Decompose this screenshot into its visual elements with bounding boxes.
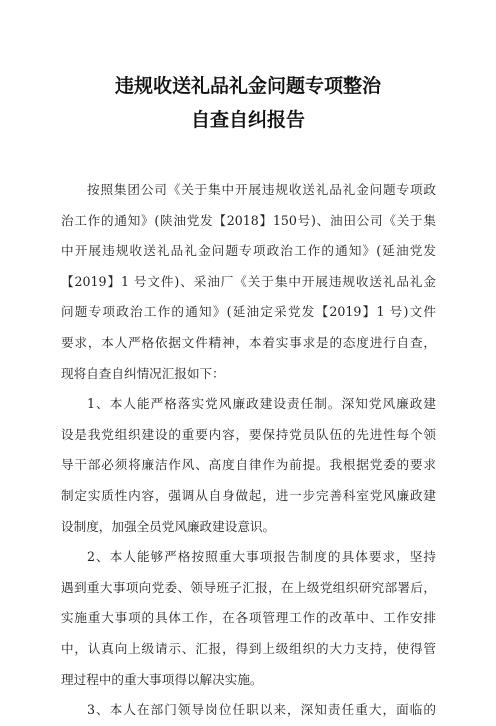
paragraph-line: 中，认真向上级请示、汇报，得到上级组织的大力支持，使得管 bbox=[61, 640, 436, 656]
paragraph-line: 【2019】1 号文件)、采油厂《关于集中开展违规收送礼品礼金 bbox=[61, 273, 436, 289]
paragraph-line: 实施重大事项的具体工作，在各项管理工作的改革中、工作安排 bbox=[61, 610, 436, 626]
document-title-line-1: 违规收送礼品礼金问题专项整治 bbox=[114, 75, 381, 97]
paragraph-line: 2、本人能够严格按照重大事项报告制度的具体要求，坚持 bbox=[87, 549, 436, 565]
paragraph-line: 设制度，加强全员党风廉政建设意识。 bbox=[61, 518, 276, 534]
paragraph-line: 治工作的通知》(陕油党发【2018】150号)、油田公司《关于集 bbox=[61, 212, 436, 228]
paragraph-line: 要求，本人严格依据文件精神，本着实事求是的态度进行自查， bbox=[61, 334, 436, 350]
paragraph-line: 设是我党组织建设的重要内容，要保持党员队伍的先进性每个领 bbox=[61, 426, 436, 442]
document-body bbox=[61, 175, 436, 726]
paragraph-line: 1、本人能严格落实党风廉政建设责任制。深知党风廉政建 bbox=[87, 396, 436, 412]
paragraph-line: 现将自查自纠情况汇报如下： bbox=[61, 365, 225, 381]
paragraph-line: 按照集团公司《关于集中开展违规收送礼品礼金问题专项政 bbox=[87, 182, 436, 197]
document-title-line-2: 自查自纠报告 bbox=[190, 109, 305, 131]
paragraph-line: 制定实质性内容，强调从自身做起，进一步完善科室党风廉政建 bbox=[61, 487, 436, 503]
paragraph-line: 问题专项政治工作的通知》(延油定采党发【2019】1 号)文件 bbox=[61, 304, 436, 320]
paragraph-line: 中开展违规收送礼品礼金问题专项政治工作的通知》(延油党发 bbox=[61, 243, 436, 259]
paragraph-line: 遇到重大事项向党委、领导班子汇报，在上级党组织研究部署后， bbox=[61, 579, 436, 595]
paragraph-line: 理过程中的重大事项得以解决实施。 bbox=[61, 671, 263, 687]
paragraph-line: 3、本人在部门领导岗位任职以来，深知责任重大，面临的 bbox=[87, 702, 436, 718]
paragraph-line: 导干部必须将廉洁作风、高度自律作为前提。我根据党委的要求 bbox=[61, 457, 436, 473]
